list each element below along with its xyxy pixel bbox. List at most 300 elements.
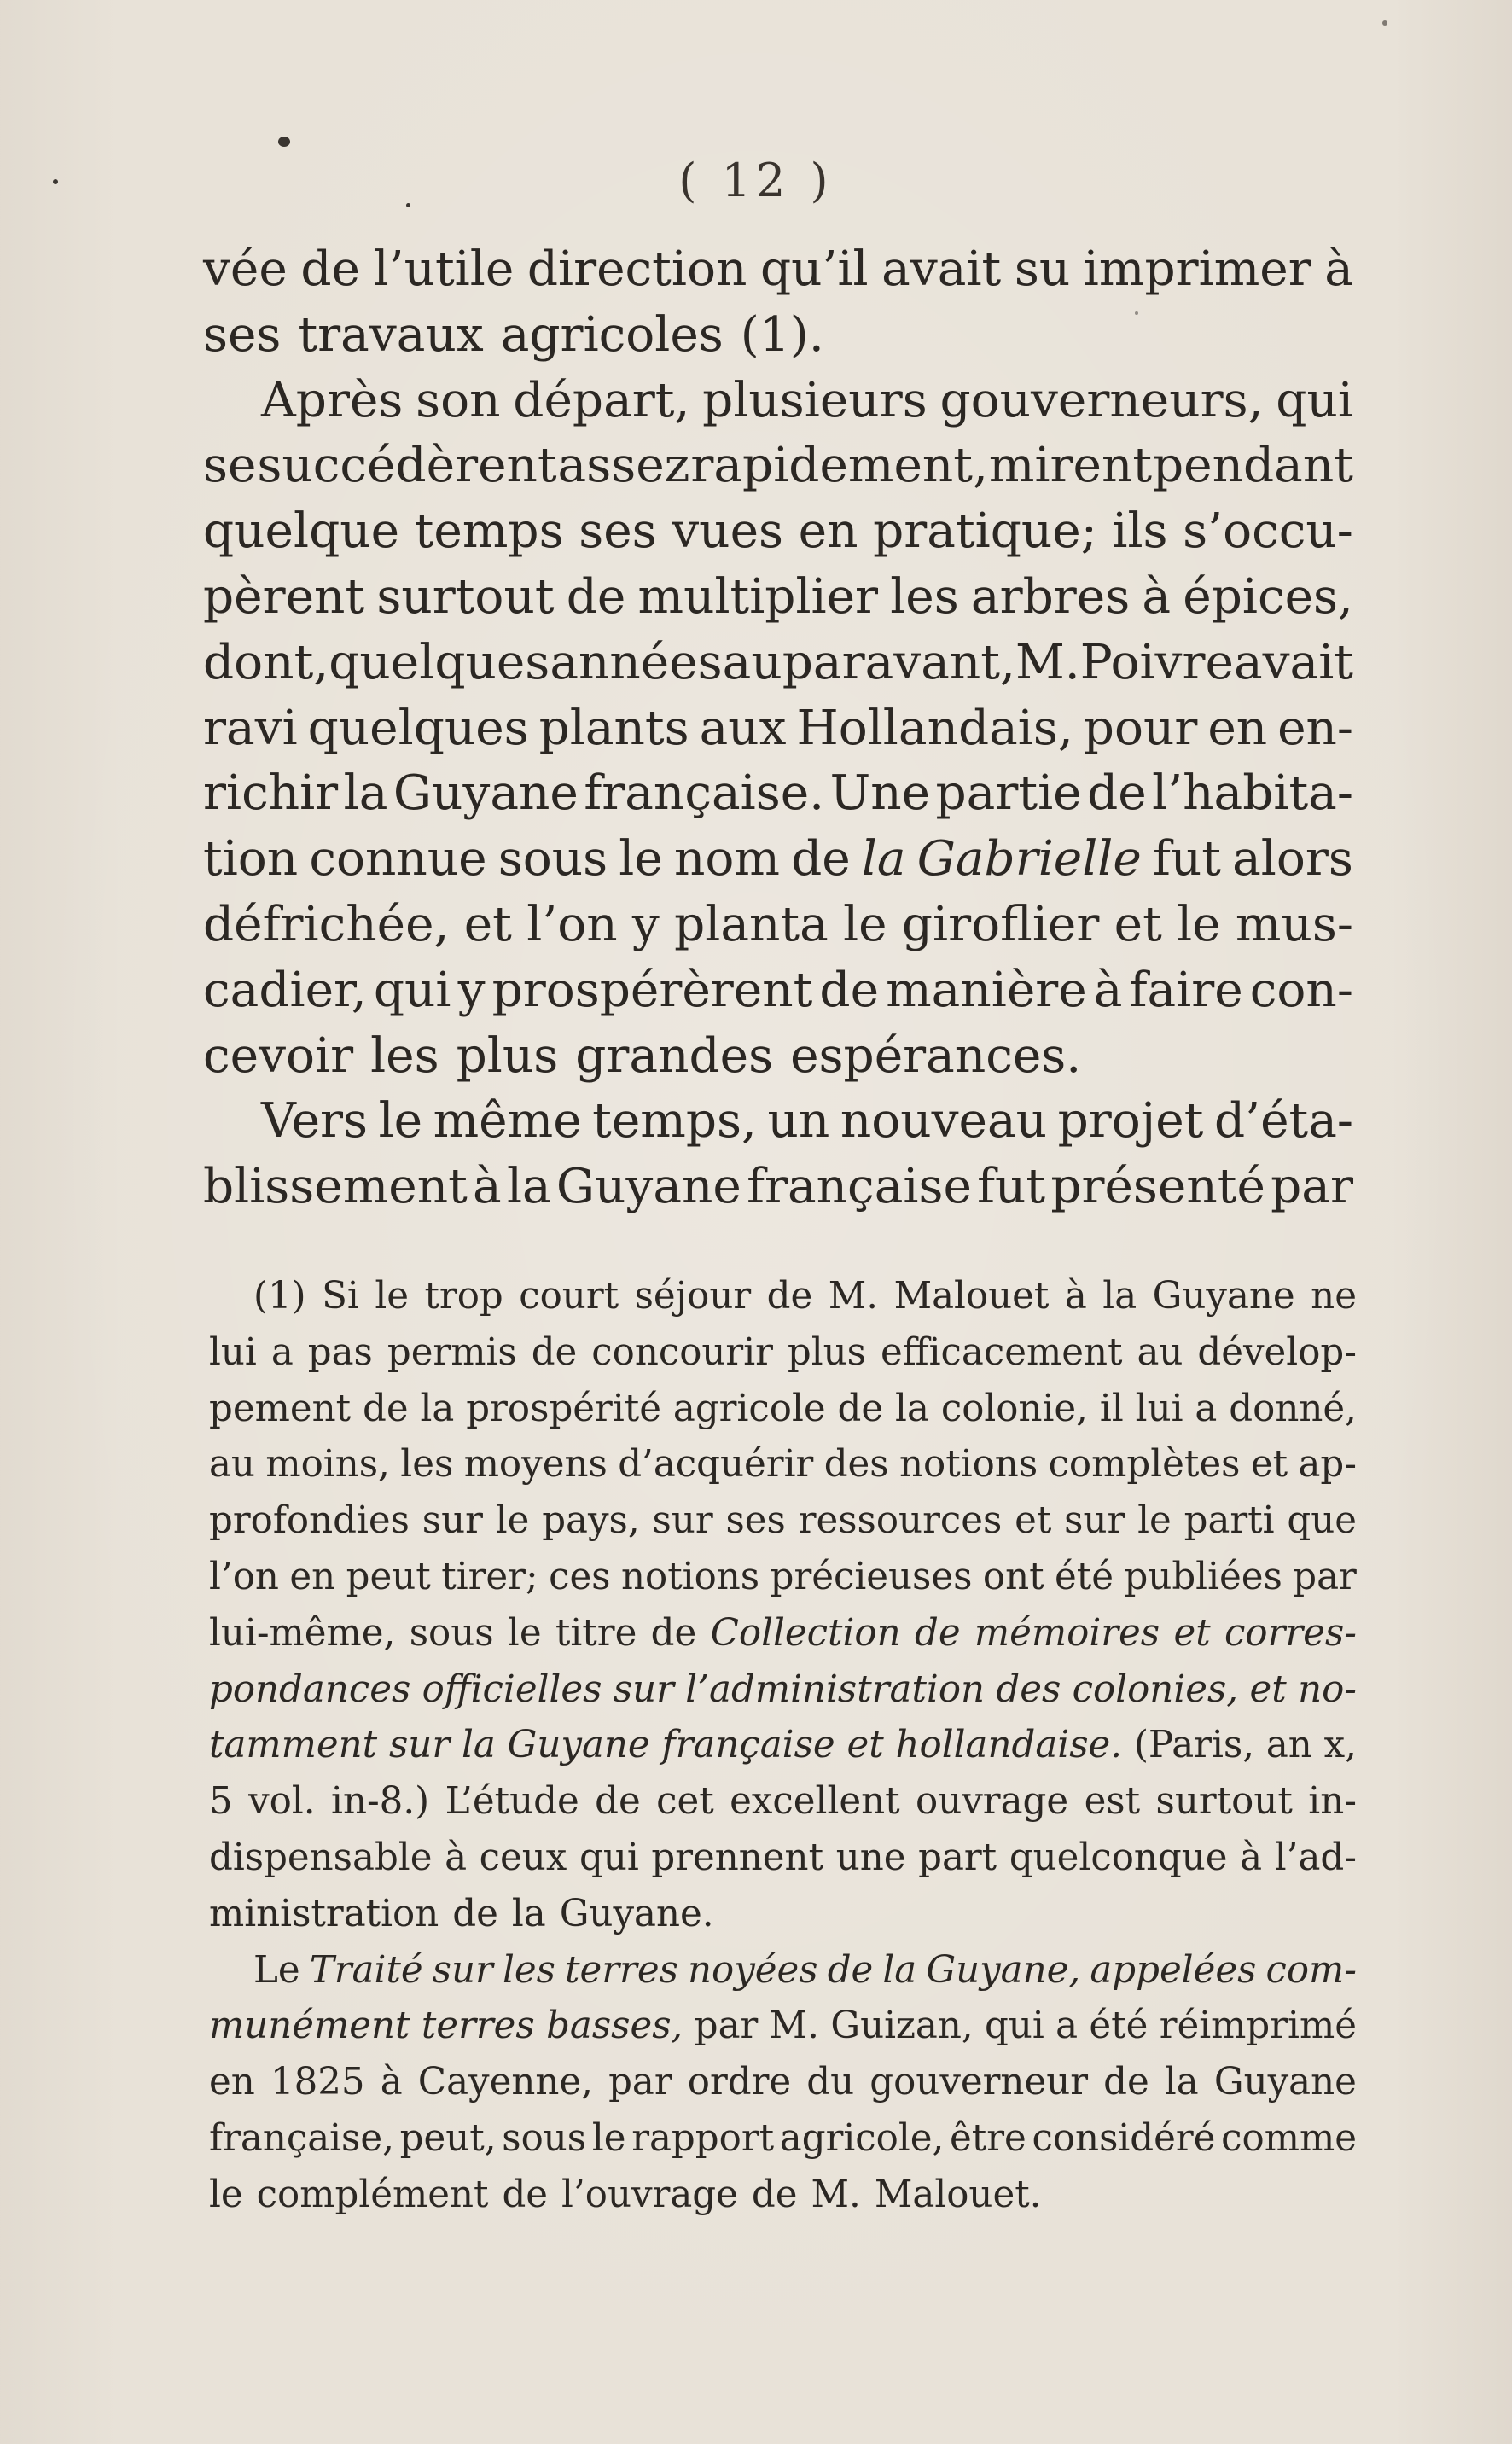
word: Malouet <box>893 1275 1050 1318</box>
word: sur <box>613 1667 674 1711</box>
word: vée <box>203 241 288 297</box>
word: l’ouvrage <box>561 2173 738 2216</box>
word: l’utile <box>373 241 515 297</box>
word: ordre <box>687 2061 792 2104</box>
word: l’on <box>209 1555 279 1598</box>
word: en <box>1207 700 1268 756</box>
word: Le <box>253 1948 300 1992</box>
main-text-block <box>203 237 1353 1220</box>
ink-speck <box>278 137 290 147</box>
text-line <box>209 1606 1357 1662</box>
word: quelconque <box>1009 1836 1228 1879</box>
text-line <box>203 696 1353 762</box>
word: connue <box>309 831 487 887</box>
word: titre <box>555 1611 637 1655</box>
word: giroflier <box>901 896 1100 952</box>
word: Malouet. <box>874 2173 1042 2216</box>
word: présenté <box>1050 1159 1265 1215</box>
word: avait <box>881 241 1002 297</box>
text-line <box>203 1024 1353 1090</box>
word: à <box>1093 962 1123 1018</box>
word: ses <box>725 1499 786 1543</box>
word: colonies, <box>1072 1667 1239 1711</box>
word: plants <box>538 700 689 756</box>
word: lui <box>1135 1387 1183 1430</box>
word: des <box>823 1443 889 1487</box>
word: espérances. <box>790 1027 1082 1084</box>
word: y <box>457 962 486 1018</box>
word: la <box>882 1948 917 1992</box>
text-line <box>209 1437 1357 1493</box>
word: par <box>1271 1159 1353 1215</box>
word: française, <box>209 2116 394 2160</box>
word: cevoir <box>203 1027 354 1084</box>
word: surtout <box>1155 1780 1293 1824</box>
word: Guizan, <box>830 2005 974 2048</box>
word: le <box>619 831 663 887</box>
word: temps, <box>592 1093 757 1149</box>
word: su <box>1014 241 1071 297</box>
word: basses, <box>546 2005 683 2048</box>
text-line <box>203 1155 1353 1220</box>
word: pas <box>307 1330 373 1374</box>
text-line <box>209 1269 1357 1325</box>
word: les <box>890 568 959 625</box>
word: le <box>375 1275 409 1318</box>
text-line <box>203 237 1353 303</box>
word: sous <box>497 831 608 887</box>
word: le <box>1137 1499 1172 1543</box>
word: les <box>370 1027 439 1084</box>
word: le <box>378 1093 423 1149</box>
word: en- <box>1277 700 1353 756</box>
word: sur <box>422 1499 483 1543</box>
word: son <box>416 372 501 428</box>
text-line <box>203 565 1353 631</box>
word: que <box>1287 1499 1357 1543</box>
word: s’occu- <box>1183 503 1353 560</box>
word: nom <box>673 831 780 887</box>
word: agricole <box>672 1387 826 1430</box>
word: la <box>1102 1275 1137 1318</box>
word: de <box>914 1611 961 1655</box>
word: in- <box>1308 1780 1357 1824</box>
word: moins, <box>265 1443 390 1487</box>
word: dispensable <box>209 1836 433 1879</box>
word: x, <box>1323 1724 1357 1767</box>
word: appelées <box>1090 1948 1257 1992</box>
word: de <box>363 1387 409 1430</box>
word: l’on <box>526 896 618 952</box>
word: années <box>550 634 723 690</box>
word: sous <box>409 1611 494 1655</box>
word: et <box>1015 1499 1052 1543</box>
word: agricole, <box>779 2116 945 2160</box>
text-line <box>203 958 1353 1024</box>
word: tion <box>203 831 299 887</box>
word: la <box>461 1724 496 1767</box>
word: l’ad- <box>1274 1836 1357 1879</box>
word: comme <box>1221 2116 1357 2160</box>
text-line <box>203 434 1353 499</box>
word: M. <box>828 1275 879 1318</box>
word: noyées <box>688 1948 818 1992</box>
word: à <box>473 1159 502 1215</box>
word: colonie, <box>940 1387 1088 1430</box>
word: M. <box>811 2173 861 2216</box>
word: ont <box>982 1555 1044 1598</box>
word: d’éta- <box>1213 1093 1353 1149</box>
text-line <box>209 1325 1357 1382</box>
word: le <box>495 1499 530 1543</box>
word: de <box>819 962 880 1018</box>
text-line <box>209 2168 1357 2224</box>
word: officielles <box>422 1667 602 1711</box>
text-line <box>203 761 1353 827</box>
word: assez <box>557 438 690 494</box>
word: qu’il <box>759 241 869 297</box>
word: française <box>747 1159 972 1215</box>
word: fut <box>1152 831 1221 887</box>
word: blissement <box>203 1159 468 1215</box>
word: excellent <box>730 1780 900 1824</box>
text-line <box>209 1774 1357 1830</box>
word: et <box>1250 1443 1288 1487</box>
word: de <box>650 1611 697 1655</box>
text-line <box>203 827 1353 893</box>
word: la <box>861 831 906 887</box>
word: dont, <box>203 634 329 690</box>
word: sous <box>502 2116 587 2160</box>
word: plusieurs <box>702 372 928 428</box>
word: qui <box>985 2005 1044 2048</box>
word: de <box>827 1948 874 1992</box>
word: pays, <box>542 1499 640 1543</box>
word: Guyane <box>1213 2061 1357 2104</box>
word: con- <box>1249 962 1353 1018</box>
word: surtout <box>376 568 555 625</box>
word: vues <box>672 503 784 560</box>
word: nouveau <box>840 1093 1048 1149</box>
text-line <box>203 893 1353 958</box>
word: notions <box>899 1443 1038 1487</box>
word: Guyane, <box>926 1948 1081 1992</box>
word: part <box>918 1836 997 1879</box>
text-line <box>203 499 1353 565</box>
word: vol. <box>248 1780 316 1824</box>
text-line <box>209 1550 1357 1606</box>
page-number: ( 12 ) <box>678 154 834 207</box>
word: des <box>996 1667 1061 1711</box>
word: hollandaise. <box>895 1724 1123 1767</box>
word: le <box>1177 896 1221 952</box>
word: quelques <box>329 634 550 690</box>
word: Cayenne, <box>417 2061 593 2104</box>
word: de <box>502 2173 549 2216</box>
word: plus <box>787 1330 867 1374</box>
word: sur <box>432 1948 493 1992</box>
footnote-block <box>209 1269 1357 2224</box>
word: en <box>289 1555 336 1598</box>
word: pendant <box>1152 438 1353 494</box>
word: trop <box>424 1275 503 1318</box>
word: de <box>791 831 851 887</box>
word: manière <box>886 962 1087 1018</box>
word: y <box>631 896 660 952</box>
word: multiplier <box>637 568 879 625</box>
word: complètes <box>1048 1443 1241 1487</box>
word: le <box>843 896 887 952</box>
word: (1). <box>740 306 824 363</box>
word: Traité <box>309 1948 423 1992</box>
text-line <box>209 1382 1357 1438</box>
word: no- <box>1298 1667 1357 1711</box>
word: peut, <box>399 2116 497 2160</box>
word: (Paris, <box>1133 1724 1255 1767</box>
word: de <box>1103 2061 1149 2104</box>
word: française. <box>584 765 825 822</box>
word: terres <box>421 2005 535 2048</box>
word: mirent <box>988 438 1153 494</box>
text-line <box>209 1887 1357 1943</box>
word: à <box>1064 1275 1087 1318</box>
word: à <box>1324 241 1353 297</box>
text-line <box>203 303 1353 369</box>
word: lui <box>209 1330 257 1374</box>
word: se <box>203 438 257 494</box>
word: agricoles <box>500 306 724 363</box>
word: dévelop- <box>1197 1330 1357 1374</box>
text-line <box>209 1943 1357 1999</box>
word: prennent <box>651 1836 824 1879</box>
word: au <box>1137 1330 1183 1374</box>
word: gouverneur <box>869 2061 1088 2104</box>
word: une <box>835 1836 906 1879</box>
word: les <box>400 1443 454 1487</box>
word: ceux <box>479 1836 567 1879</box>
text-line <box>209 1493 1357 1550</box>
ink-speck <box>1382 20 1387 26</box>
word: donné, <box>1229 1387 1357 1430</box>
word: efficacement <box>881 1330 1123 1374</box>
word: Hollandais, <box>796 700 1073 756</box>
word: quelques <box>307 700 529 756</box>
word: Guyane <box>507 1724 650 1767</box>
word: été <box>1089 2005 1149 2048</box>
word: qui <box>1276 372 1353 428</box>
word: Si <box>322 1275 359 1318</box>
word: ravi <box>203 700 298 756</box>
word: Guyane <box>1152 1275 1295 1318</box>
word: ils <box>1112 503 1168 560</box>
word: com- <box>1265 1948 1357 1992</box>
word: terres <box>565 1948 678 1992</box>
word: épices, <box>1183 568 1353 625</box>
word: par <box>694 2005 759 2048</box>
word: profondies <box>209 1499 410 1543</box>
word: en <box>798 503 858 560</box>
word: tirer; <box>441 1555 538 1598</box>
word: M. <box>1015 634 1080 690</box>
word: qui <box>579 1836 639 1879</box>
word: projet <box>1057 1093 1204 1149</box>
word: publiées <box>1124 1555 1282 1598</box>
word: corres- <box>1224 1611 1357 1655</box>
word: de <box>300 241 360 297</box>
word: à <box>1142 568 1172 625</box>
word: à <box>445 1836 468 1879</box>
word: mus- <box>1235 896 1353 952</box>
text-line <box>203 631 1353 696</box>
word: complément <box>256 2173 489 2216</box>
word: le <box>591 2116 626 2160</box>
word: la <box>1164 2061 1199 2104</box>
word: défrichée, <box>203 896 450 952</box>
word: à <box>380 2061 403 2104</box>
word: un <box>767 1093 830 1149</box>
word: départ, <box>513 372 690 428</box>
word: pondances <box>209 1667 411 1711</box>
word: 1825 <box>270 2061 365 2104</box>
word: M. <box>769 2005 819 2048</box>
word: mémoires <box>974 1611 1160 1655</box>
word: considéré <box>1032 2116 1216 2160</box>
word: in-8.) <box>331 1780 430 1824</box>
text-line <box>203 369 1353 434</box>
word: aux <box>699 700 787 756</box>
word: par <box>1293 1555 1357 1598</box>
word: court <box>519 1275 619 1318</box>
word: de <box>531 1330 578 1374</box>
word: grandes <box>575 1027 774 1084</box>
word: séjour <box>634 1275 752 1318</box>
word: direction <box>526 241 747 297</box>
word: le <box>209 2173 243 2216</box>
word: ces <box>549 1555 611 1598</box>
word: peut <box>346 1555 431 1598</box>
word: d’acquérir <box>618 1443 814 1487</box>
word: ne <box>1311 1275 1357 1318</box>
word: sur <box>652 1499 713 1543</box>
word: été <box>1055 1555 1114 1598</box>
word: notions <box>620 1555 760 1598</box>
word: quelque <box>203 503 400 560</box>
word: planta <box>674 896 829 952</box>
word: gouverneurs, <box>939 372 1264 428</box>
word: et <box>1249 1667 1287 1711</box>
word: pratique; <box>873 503 1097 560</box>
word: de <box>766 1275 813 1318</box>
word: permis <box>387 1330 517 1374</box>
word: (1) <box>253 1275 306 1318</box>
word: arbres <box>970 568 1131 625</box>
word: par <box>608 2061 672 2104</box>
word: Guyane <box>393 765 579 822</box>
word: L’étude <box>445 1780 579 1824</box>
word: richir <box>203 765 339 822</box>
word: faire <box>1129 962 1243 1018</box>
word: de <box>1087 765 1147 822</box>
word: l’administration <box>685 1667 986 1711</box>
word: plus <box>456 1027 559 1084</box>
word: 5 <box>209 1780 233 1824</box>
word: de <box>751 2173 798 2216</box>
word: Une <box>829 765 931 822</box>
word: au <box>209 1443 255 1487</box>
word: cet <box>656 1780 714 1824</box>
word: et <box>463 896 512 952</box>
word: a <box>270 1330 294 1374</box>
word: prospérèrent <box>491 962 813 1018</box>
word: Guyane <box>555 1159 741 1215</box>
word: l’habita- <box>1152 765 1353 822</box>
word: Collection <box>710 1611 901 1655</box>
word: cadier, <box>203 962 367 1018</box>
word: partie <box>935 765 1082 822</box>
word: la <box>343 765 388 822</box>
word: de <box>837 1387 884 1430</box>
word: le <box>507 1611 542 1655</box>
word: et <box>1173 1611 1211 1655</box>
text-line <box>203 1089 1353 1155</box>
word: du <box>806 2061 855 2104</box>
word: la <box>511 1892 546 1935</box>
word: ministration <box>209 1892 439 1935</box>
word: rapport <box>631 2116 775 2160</box>
word: auparavant, <box>722 634 1015 690</box>
word: la <box>895 1387 929 1430</box>
word: précieuses <box>770 1555 973 1598</box>
word: Guyane. <box>559 1892 714 1935</box>
word: ressources <box>798 1499 1003 1543</box>
word: imprimer <box>1083 241 1311 297</box>
word: et <box>846 1724 884 1767</box>
word: française <box>661 1724 835 1767</box>
word: de <box>595 1780 641 1824</box>
word: avait <box>1233 634 1354 690</box>
word: de <box>452 1892 498 1935</box>
word: an <box>1265 1724 1312 1767</box>
word: fut <box>977 1159 1046 1215</box>
word: de <box>566 568 626 625</box>
word: rapidement, <box>690 438 988 494</box>
word: travaux <box>298 306 484 363</box>
word: la <box>506 1159 551 1215</box>
word: tamment <box>209 1724 378 1767</box>
word: en <box>209 2061 255 2104</box>
word: pement <box>209 1387 352 1430</box>
word: est <box>1084 1780 1141 1824</box>
word: ouvrage <box>916 1780 1069 1824</box>
word: être <box>950 2116 1026 2160</box>
word: et <box>1114 896 1162 952</box>
word: a <box>1055 2005 1079 2048</box>
word: même <box>433 1093 582 1149</box>
word: moyens <box>463 1443 608 1487</box>
text-line <box>209 1718 1357 1774</box>
word: Poivre <box>1079 634 1234 690</box>
word: il <box>1099 1387 1124 1430</box>
word: la <box>420 1387 455 1430</box>
word: a <box>1195 1387 1218 1430</box>
word: lui-même, <box>209 1611 396 1655</box>
word: les <box>502 1948 555 1992</box>
word: temps <box>414 503 564 560</box>
text-line <box>209 1830 1357 1887</box>
word: sur <box>388 1724 451 1767</box>
word: pèrent <box>203 568 365 625</box>
text-line <box>209 2111 1357 2168</box>
